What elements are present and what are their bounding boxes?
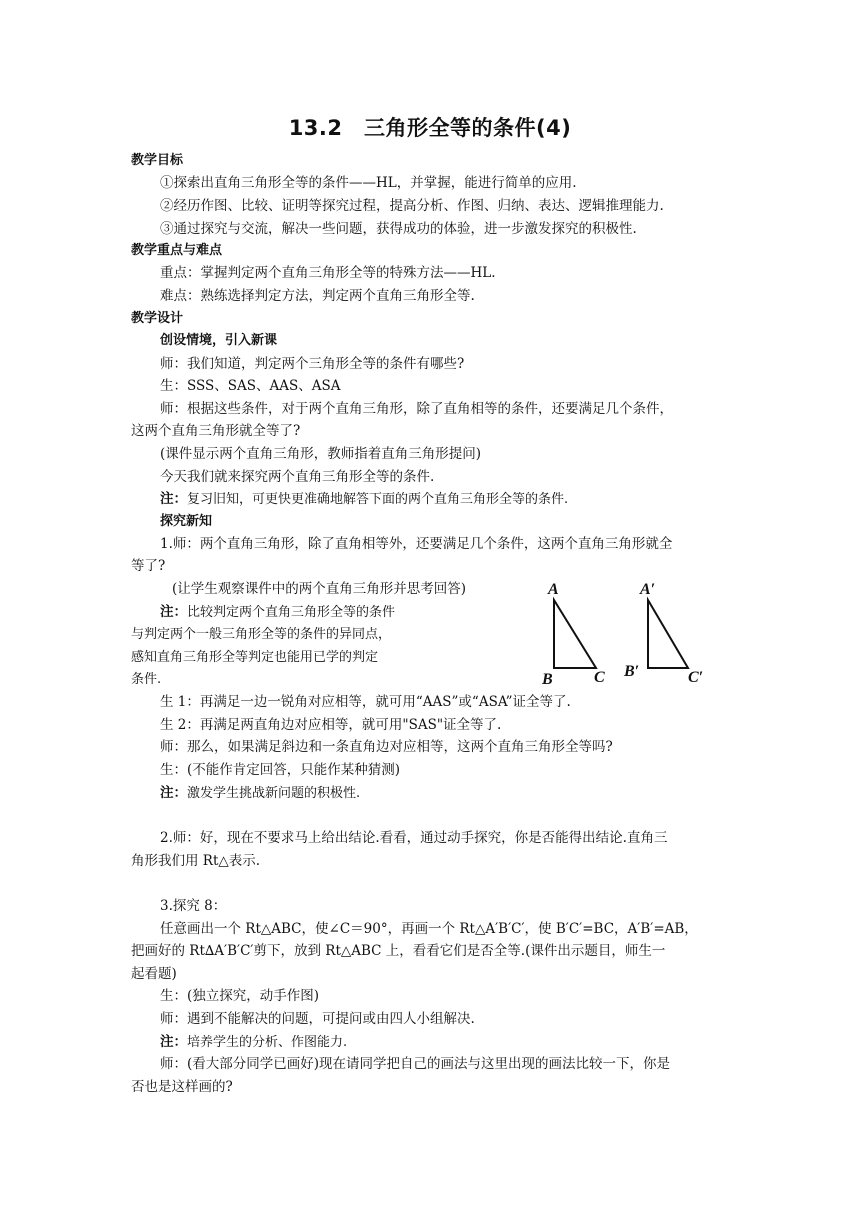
dialogue-line: 今天我们就来探究两个直角三角形全等的条件. bbox=[160, 469, 435, 485]
vertex-label: A bbox=[548, 581, 559, 598]
right-triangles-figure bbox=[540, 578, 720, 690]
dialogue-line: 师：那么，如果满足斜边和一条直角边对应相等，这两个直角三角形全等吗? bbox=[160, 739, 613, 755]
dialogue-line: 师：我们知道，判定两个三角形全等的条件有哪些? bbox=[160, 356, 465, 372]
vertex-label: B′ bbox=[624, 663, 640, 680]
note-text: 与判定两个一般三角形全等的条件的异同点， bbox=[131, 627, 392, 642]
vertex-label: B bbox=[542, 671, 553, 688]
goal-2: ②经历作图、比较、证明等探究过程，提高分析、作图、归纳、表达、逻辑推理能力. bbox=[160, 198, 664, 214]
triangle-abc-shape bbox=[554, 600, 596, 668]
key-point: 重点：掌握判定两个直角三角形全等的特殊方法——HL. bbox=[160, 265, 496, 281]
dialogue-line: 生：(独立探究，动手作图) bbox=[160, 988, 320, 1004]
triangle-a-prime-b-prime-c-prime bbox=[623, 581, 703, 686]
note-text: 培养学生的分析、作图能力. bbox=[187, 1035, 348, 1050]
question-line: 起看题) bbox=[131, 966, 177, 982]
goal-1: ①探索出直角三角形全等的条件——HL，并掌握，能进行简单的应用. bbox=[160, 175, 577, 191]
heading-intro: 创设情境，引入新课 bbox=[160, 333, 278, 348]
note-line bbox=[160, 490, 568, 509]
question-line: 任意画出一个 Rt△ABC，使∠C＝90°，再画一个 Rt△A′B′C′，使 B′C′=BC，A′B′=AB， bbox=[160, 921, 698, 937]
dialogue-line: 师：根据这些条件，对于两个直角三角形，除了直角相等的条件，还要满足几个条件， bbox=[160, 401, 673, 417]
dialogue-line: 生 1：再满足一边一锐角对应相等，就可用“AAS”或“ASA”证全等了. bbox=[160, 694, 571, 710]
dialogue-line: 生 2：再满足两直角边对应相等，就可用"SAS"证全等了. bbox=[160, 717, 502, 733]
heading-teaching-goals: 教学目标 bbox=[131, 153, 184, 168]
dialogue-line: 这两个直角三角形就全等了? bbox=[131, 423, 301, 439]
note-label: 注： bbox=[160, 1034, 187, 1050]
vertex-label: C bbox=[594, 669, 605, 686]
question-line: (让学生观察课件中的两个直角三角形并思考回答) bbox=[172, 581, 467, 597]
question-line: 1.师：两个直角三角形，除了直角相等外，还要满足几个条件，这两个直角三角形就全 bbox=[160, 536, 673, 552]
dialogue-line: 师：(看大部分同学已画好)现在请同学把自己的画法与这里出现的画法比较一下，你是 bbox=[160, 1056, 671, 1072]
question-line: 等了? bbox=[131, 558, 166, 574]
note-text: 激发学生挑战新问题的积极性. bbox=[187, 786, 361, 801]
note-text: 条件. bbox=[131, 672, 162, 687]
note-line bbox=[160, 1033, 347, 1052]
note-text: 感知直角三角形全等判定也能用已学的判定 bbox=[131, 650, 379, 665]
difficulty-point: 难点：熟练选择判定方法，判定两个直角三角形全等. bbox=[160, 288, 475, 304]
note-line bbox=[160, 784, 360, 803]
heading-explore: 探究新知 bbox=[160, 514, 213, 529]
dialogue-line: 生：(不能作肯定回答，只能作某种猜测) bbox=[160, 762, 401, 778]
goal-3: ③通过探究与交流，解决一些问题，获得成功的体验，进一步激发探究的积极性. bbox=[160, 221, 637, 237]
question-line: 把画好的 Rt∆A′B′C′剪下，放到 Rt△ABC 上，看看它们是否全等.(课件出示题目，师生一 bbox=[131, 943, 666, 959]
heading-teaching-design: 教学设计 bbox=[131, 311, 184, 326]
question-line: 2.师：好，现在不要求马上给出结论.看看，通过动手探究，你是否能得出结论.直角三 bbox=[160, 830, 668, 846]
dialogue-line: 否也是这样画的? bbox=[131, 1079, 233, 1095]
question-line: 角形我们用 Rt△表示. bbox=[131, 853, 261, 869]
note-line bbox=[160, 603, 395, 622]
vertex-label: C′ bbox=[688, 669, 704, 686]
triangle-a-prime-b-prime-c-prime-shape bbox=[648, 600, 688, 668]
dialogue-line: (课件显示两个直角三角形，教师指着直角三角形提问) bbox=[160, 446, 482, 462]
note-text: 比较判定两个直角三角形全等的条件 bbox=[187, 605, 396, 620]
question-line: 3.探究 8： bbox=[160, 898, 227, 914]
note-label: 注： bbox=[160, 491, 187, 507]
dialogue-line: 师：遇到不能解决的问题，可提问或由四人小组解决. bbox=[160, 1011, 475, 1027]
triangle-abc bbox=[541, 581, 605, 688]
note-label: 注： bbox=[160, 785, 187, 801]
note-label: 注： bbox=[160, 604, 187, 620]
note-text: 复习旧知，可更快更准确地解答下面的两个直角三角形全等的条件. bbox=[187, 492, 569, 507]
vertex-label: A′ bbox=[640, 581, 656, 598]
page-title: 13.2 三角形全等的条件(4) bbox=[288, 116, 572, 140]
dialogue-line: 生：SSS、SAS、AAS、ASA bbox=[160, 378, 341, 394]
heading-key-points: 教学重点与难点 bbox=[131, 243, 223, 258]
